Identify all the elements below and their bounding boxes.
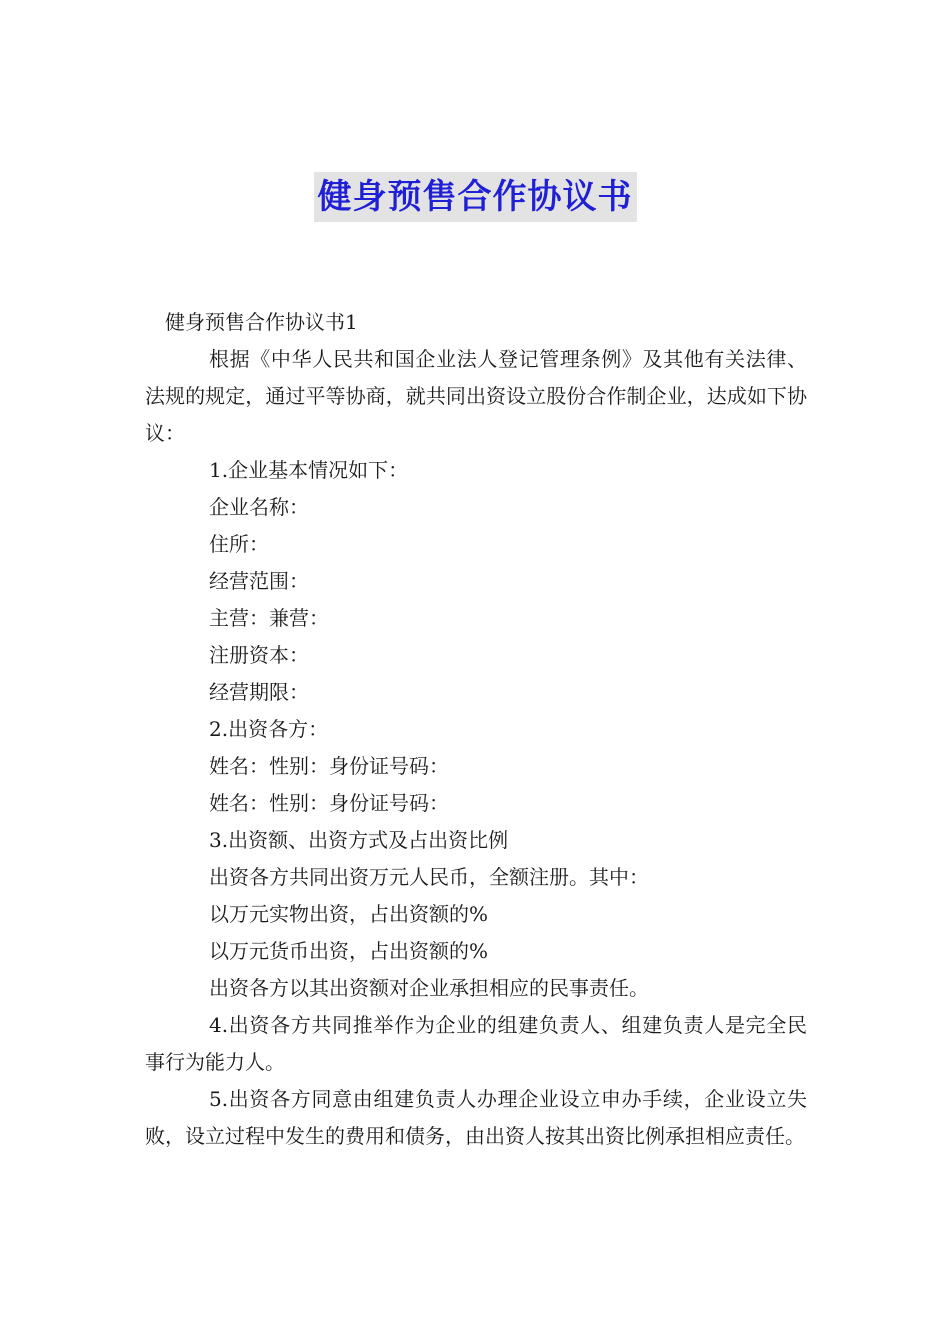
section-5-paragraph: 5.出资各方同意由组建负责人办理企业设立申办手续，企业设立失败，设立过程中发生的费用和债务，由出资人按其出资比例承担相应责任。 bbox=[145, 1087, 807, 1148]
field-address: 住所： bbox=[209, 532, 269, 556]
field-main-business: 主营：兼营： bbox=[209, 606, 329, 630]
section-4-paragraph: 4.出资各方共同推举作为企业的组建负责人、组建负责人是完全民事行为能力人。 bbox=[145, 1013, 807, 1074]
investor-row: 姓名：性别：身份证号码： bbox=[209, 791, 449, 815]
field-company-name: 企业名称： bbox=[209, 495, 309, 519]
document-title: 健身预售合作协议书 bbox=[314, 172, 637, 222]
section-3-heading: 3.出资额、出资方式及占出资比例 bbox=[209, 828, 509, 852]
section-3-line: 以万元货币出资，占出资额的% bbox=[209, 939, 489, 963]
field-business-scope: 经营范围： bbox=[209, 569, 309, 593]
field-registered-capital: 注册资本： bbox=[209, 643, 309, 667]
title-wrap bbox=[0, 172, 950, 222]
document-body bbox=[145, 304, 807, 1155]
section-2-heading: 2.出资各方： bbox=[209, 717, 329, 741]
field-operating-period: 经营期限： bbox=[209, 680, 309, 704]
section-3-line: 出资各方以其出资额对企业承担相应的民事责任。 bbox=[209, 976, 649, 1000]
document-subtitle: 健身预售合作协议书1 bbox=[165, 310, 358, 334]
section-3-line: 以万元实物出资，占出资额的% bbox=[209, 902, 489, 926]
section-3-line: 出资各方共同出资万元人民币，全额注册。其中： bbox=[209, 865, 649, 889]
intro-paragraph: 根据《中华人民共和国企业法人登记管理条例》及其他有关法律、法规的规定，通过平等协商，就共同出资设立股份合作制企业，达成如下协议： bbox=[145, 347, 807, 445]
investor-row: 姓名：性别：身份证号码： bbox=[209, 754, 449, 778]
section-1-heading: 1.企业基本情况如下： bbox=[209, 458, 409, 482]
